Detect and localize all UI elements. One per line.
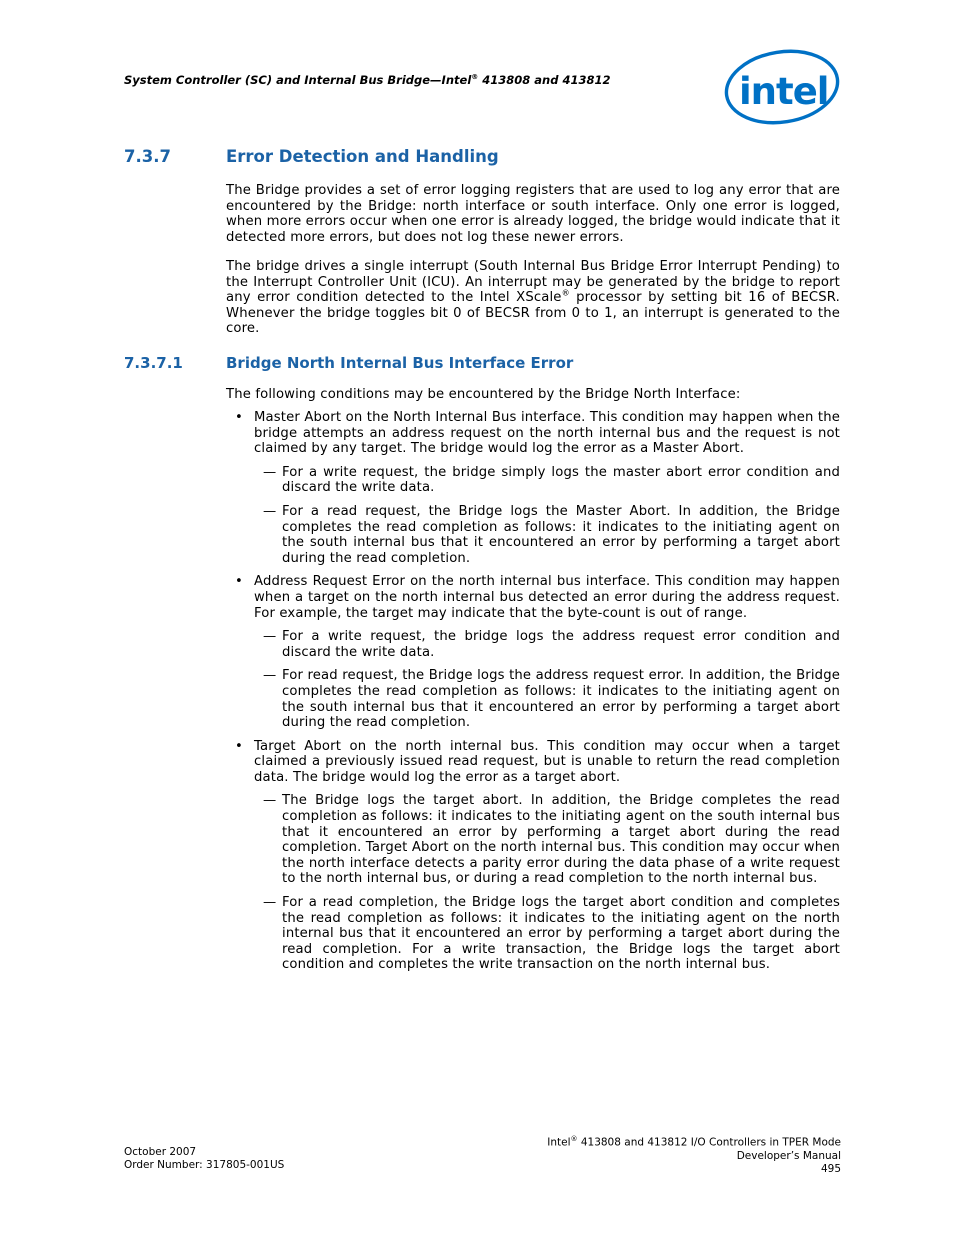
section-number: 7.3.7 — [124, 147, 171, 166]
footer-right — [547, 1133, 841, 1176]
condition-list — [226, 410, 840, 981]
running-header — [124, 73, 684, 87]
footer-doc-title-text: 413808 and 413812 I/O Controllers in TPER Mode — [577, 1136, 841, 1149]
paragraph-interrupt-text-b: processor by setting bit 16 of BECSR. Whenever the bridge toggles bit 0 of BECSR from 0 to 1, an interrupt is generated to the core. — [226, 290, 840, 337]
section-title: Error Detection and Handling — [226, 147, 499, 166]
page-number: 495 — [820, 1162, 841, 1175]
sub-list-item: — For a read request, the Bridge logs the Master Abort. In addition, the Bridge completes the read completion as follows: it indicates to the initiating agent on the south internal bus that it encountered an error by performing a target abort during the read completion. — [254, 504, 840, 566]
footer-doc-title — [547, 1133, 841, 1150]
registered-mark: ® — [471, 73, 479, 82]
sub-list-item: — For a write request, the bridge simply logs the master abort error condition and discard the write data. — [254, 465, 840, 496]
running-header-models: 413808 and 413812 — [478, 73, 611, 87]
subsection-heading — [124, 354, 573, 372]
registered-mark: ® — [570, 1135, 578, 1143]
registered-mark: ® — [561, 288, 570, 298]
list-item-text: Address Request Error on the north internal bus interface. This condition may happen when a target on the north internal bus detected an error during the address request. For example, the target may indicate that the byte-count is out of range. — [254, 574, 840, 621]
sub-list-item: — For a write request, the bridge logs the address request error condition and discard the write data. — [254, 629, 840, 660]
paragraph-interrupt — [226, 259, 840, 337]
footer-manual: Developer’s Manual — [736, 1149, 841, 1162]
footer-date: October 2007 — [124, 1146, 197, 1158]
paragraph-error-logging: The Bridge provides a set of error logging registers that are used to log any error that are encountered by the Bridge: north interface or south interface. Only one error is logged, when more errors occur when one error is already logged, the bridge would indicate that it detected more errors, but does not log these newer errors. — [226, 183, 840, 245]
subsection-number: 7.3.7.1 — [124, 354, 183, 372]
sub-list-item: — For a read completion, the Bridge logs the target abort condition and completes the read completion as follows: it indicates to the initiating agent on the north internal bus that it encountered an error by performing a target abort during the read completion. For a write transaction, the Bridge logs the target abort condition and completes the write transaction on the north internal bus. — [254, 895, 840, 973]
sub-list — [254, 465, 840, 567]
list-item — [226, 739, 840, 973]
sub-list — [254, 629, 840, 731]
subsection-title: Bridge North Internal Bus Interface Error — [226, 354, 574, 372]
sub-list — [254, 793, 840, 973]
footer-left — [124, 1146, 284, 1172]
paragraph-interrupt-text-a: The bridge drives a single interrupt (South Internal Bus Bridge Error Interrupt Pending) to the Interrupt Controller Unit (ICU). An interrupt may be generated by the bridge to report any error condition detected to the Intel XScale — [226, 259, 840, 306]
footer-order-number: Order Number: 317805-001US — [124, 1159, 285, 1171]
sub-list-item: — For read request, the Bridge logs the address request error. In addition, the Bridge completes the read completion as follows: it indicates to the initiating agent on the south internal bus that it encountered an error by performing a target abort during the read completion. — [254, 668, 840, 730]
sub-list-item: — The Bridge logs the target abort. In addition, the Bridge completes the read completion as follows: it indicates to the initiating agent on the south internal bus that it encountered an error by performing a target abort during the read completion. Target Abort on the north internal bus. This condition may occur when the north interface detects a parity error during the data phase of a write request to the north internal bus, or during a read completion to the north internal bus. — [254, 793, 840, 887]
list-item — [226, 574, 840, 730]
list-item — [226, 410, 840, 566]
list-item-text: Master Abort on the North Internal Bus interface. This condition may happen when the bridge attempts an address request on the north internal bus and the request is not claimed by any target. The bridge would log the error as a Master Abort. — [254, 410, 840, 457]
footer-doc-title-brand: Intel — [547, 1136, 571, 1149]
list-item-text: Target Abort on the north internal bus. This condition may occur when a target claimed a previously issued read request, but is unable to return the read completion data. The bridge would log the error as a target abort. — [254, 738, 840, 785]
subsection-intro: The following conditions may be encountered by the Bridge North Interface: — [226, 387, 741, 402]
intel-logo-text: intel — [739, 70, 829, 113]
running-header-title: System Controller (SC) and Internal Bus Bridge—Intel — [124, 73, 472, 87]
section-heading — [124, 147, 499, 166]
intel-logo-icon — [724, 48, 842, 126]
